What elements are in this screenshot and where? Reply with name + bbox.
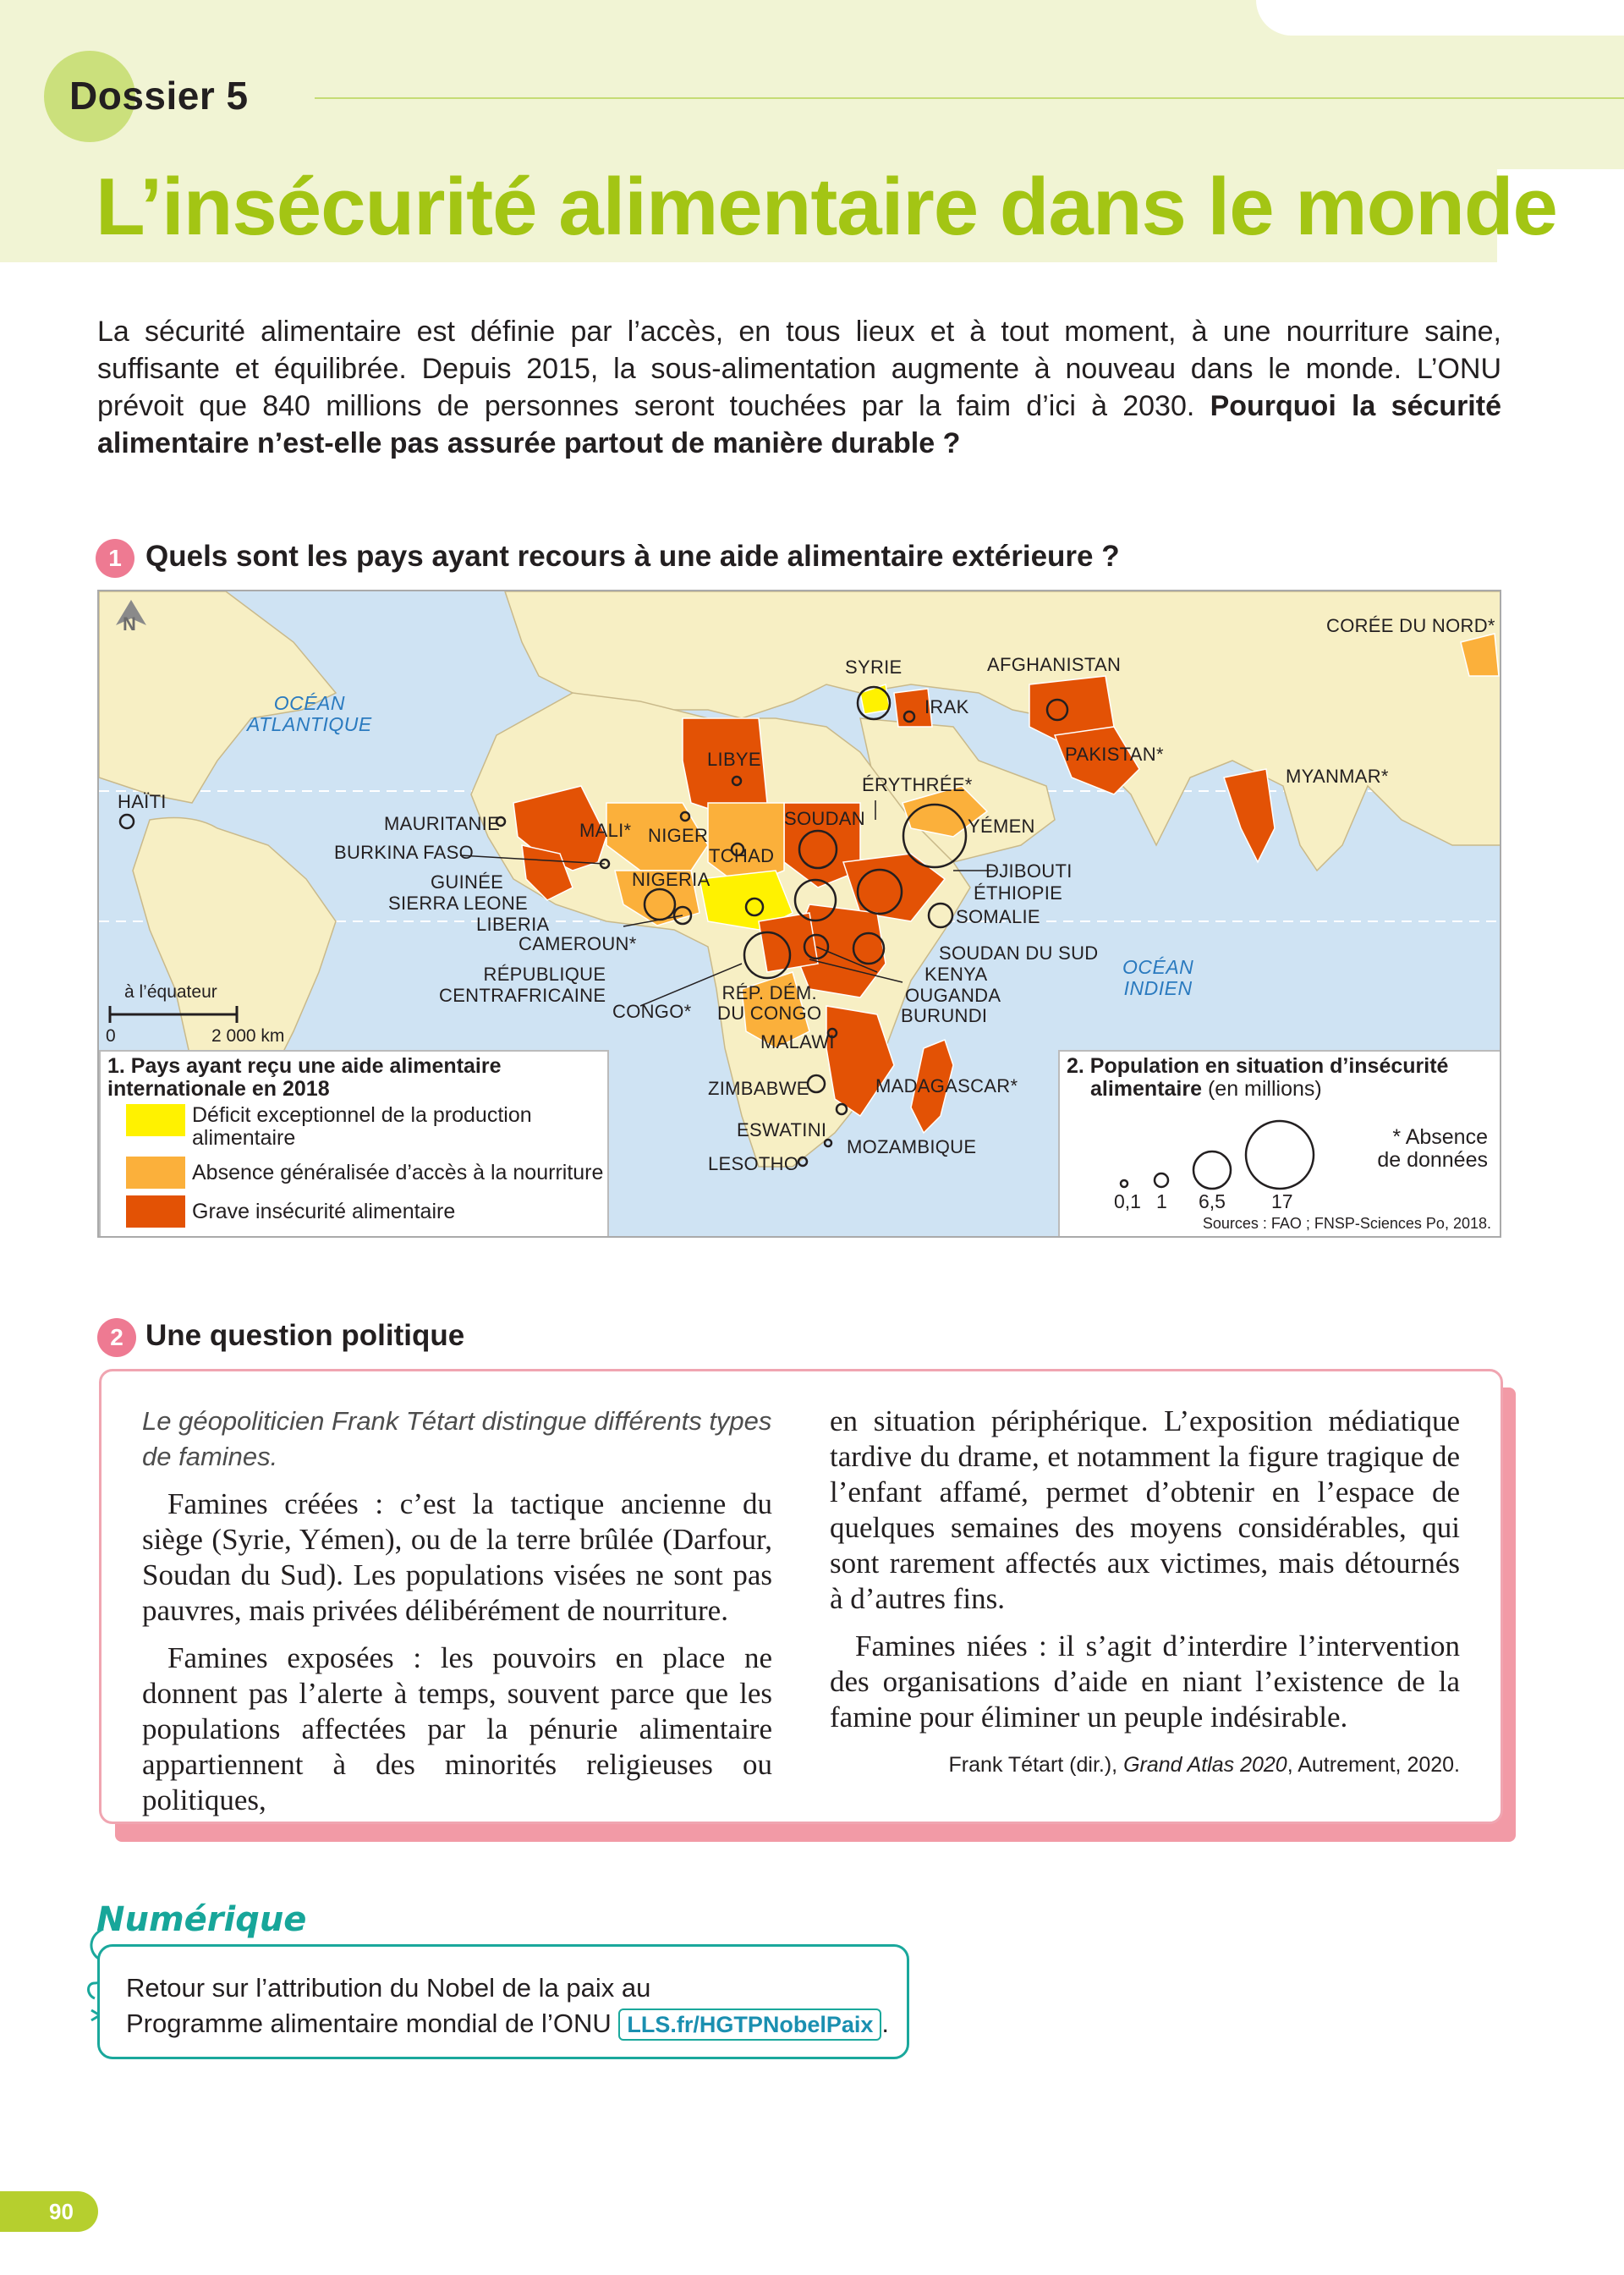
label-yemen: YÉMEN (968, 816, 1035, 837)
legend-circle-01 (1121, 1180, 1127, 1187)
label-zimbabwe: ZIMBABWE (708, 1078, 809, 1099)
legend-label-access: Absence généralisée d’accès à la nourriture (192, 1161, 604, 1184)
ocean-atlantic: OCÉAN ATLANTIQUE (247, 692, 372, 735)
label-tchad: TCHAD (709, 845, 775, 866)
numerique-title: Numérique (96, 1900, 307, 1939)
section-2-title: Une question politique (145, 1319, 465, 1352)
document-paragraph-3: en situation périphérique. L’exposition médiatique tardive du drame, et notamment la figure tragique de l’enfant affamé, permet d’obtenir en l’espace de quelques semaines des moyens considérables, qui sont rarement affectés aux victimes, mais détournés à d’autres fins. (830, 1404, 1460, 1615)
legend-circle-17 (1246, 1121, 1314, 1189)
legend-circle-1 (1155, 1173, 1168, 1187)
map-figure (97, 590, 1501, 1238)
legend-swatch-access (126, 1157, 185, 1189)
label-mauritanie: MAURITANIE (384, 813, 501, 834)
numerique-box (97, 1944, 909, 2059)
label-libye: LIBYE (707, 749, 761, 770)
label-ethiopie: ÉTHIOPIE (974, 882, 1063, 904)
legend-aid-title: 1. Pays ayant reçu une aide alimentaire internationale en 2018 (107, 1054, 502, 1101)
document-2-box (99, 1369, 1503, 1824)
label-malawi: MALAWI (760, 1031, 835, 1052)
label-somalie: SOMALIE (956, 906, 1040, 927)
section-2-number: 2 (97, 1318, 136, 1357)
label-congo: CONGO* (612, 1001, 692, 1022)
legend-label-severe: Grave insécurité alimentaire (192, 1200, 456, 1223)
label-lesotho: LESOTHO (708, 1153, 799, 1174)
label-djibouti: DJIBOUTI (985, 860, 1073, 882)
legend-population-title-main: 2. Population en situation d’insécurité (1067, 1054, 1449, 1078)
legend-circle-65 (1193, 1151, 1231, 1189)
label-eswatini: ESWATINI (737, 1119, 827, 1140)
scale-distance: 2 000 km (211, 1026, 285, 1046)
legend-nodata-note: * Absence de données (1377, 1125, 1488, 1172)
legend-circle-label-17: 17 (1271, 1190, 1293, 1212)
document-column-right (830, 1404, 1460, 1783)
legend-circle-label-65: 6,5 (1199, 1190, 1226, 1212)
intro-text: La sécurité alimentaire est définie par l’accès, en tous lieux et à tout moment, à une nourriture saine, suffisante et équilibrée. Depuis 2015, la sous-alimentation augmente à nouveau dans le monde. L’ONU prévoit que 840 millions de personnes seront touchées par la faim d’ici à 2030. (97, 316, 1501, 422)
scale-equator-note: à l’équateur (124, 982, 217, 1002)
document-paragraph-1: Famines créées : c’est la tactique ancienne du siège (Syrie, Yémen), ou de la terre brûlée (Darfour, Soudan du Sud). Les populations visées ne sont pas pauvres, mais privées délibérément de nourriture. (142, 1487, 772, 1627)
section-1-title: Quels sont les pays ayant recours à une aide alimentaire extérieure ? (145, 540, 1120, 573)
numerique-line-2: Programme alimentaire mondial de l’ONU (126, 2008, 612, 2038)
header-rule (315, 97, 1624, 99)
document-source (830, 1747, 1460, 1783)
legend-label-deficit: Déficit exceptionnel de la production alimentaire (192, 1103, 532, 1150)
label-afghanistan: AFGHANISTAN (987, 654, 1122, 675)
label-niger: NIGER (648, 825, 709, 846)
intro-question: Pourquoi la sécurité alimentaire n’est-elle pas assurée partout de manière durable ? (97, 390, 1501, 459)
label-sierra: SIERRA LEONE (388, 893, 528, 914)
legend-swatch-severe (126, 1195, 185, 1228)
label-cameroun: CAMEROUN* (518, 933, 637, 954)
label-soudan: SOUDAN (784, 808, 865, 829)
label-irak: IRAK (924, 696, 969, 717)
ocean-indian: OCÉAN INDIEN (1122, 956, 1194, 999)
legend-population-title-bold: alimentaire (1090, 1077, 1203, 1101)
population-circle-haiti (120, 815, 134, 828)
intro-paragraph (97, 313, 1501, 462)
numerique-text (126, 1970, 889, 2041)
label-liberia: LIBERIA (476, 914, 550, 935)
page-title: L’insécurité alimentaire dans le monde (96, 162, 1557, 252)
source-author: Frank Tétart (dir.), (948, 1753, 1118, 1777)
label-burkina: BURKINA FASO (334, 842, 474, 863)
label-madagascar: MADAGASCAR* (875, 1075, 1018, 1096)
legend-population (1058, 1050, 1501, 1238)
source-title: Grand Atlas 2020 (1123, 1753, 1287, 1777)
document-intro: Le géopoliticien Frank Tétart distingue différents types de famines. (142, 1406, 772, 1471)
map-sources: Sources : FAO ; FNSP-Sciences Po, 2018. (1202, 1215, 1491, 1232)
label-soudan-sud: SOUDAN DU SUD (939, 942, 1099, 964)
header-notch (1256, 0, 1624, 36)
label-rdc: RÉP. DÉM. DU CONGO (717, 982, 822, 1024)
document-paragraph-2: Famines exposées : les pouvoirs en place ne donnent pas l’alerte à temps, souvent parce que les populations affectées par la pénurie alimentaire appartiennent à des minorités religieuses ou politiques, (142, 1641, 772, 1816)
label-guinee: GUINÉE (431, 871, 504, 893)
label-myanmar: MYANMAR* (1286, 766, 1389, 787)
document-paragraph-4: Famines niées : il s’agit d’interdire l’intervention des organisations d’aide en niant l’existence de la famine pour éliminer un peuple indésirable. (830, 1629, 1460, 1734)
document-column-left (142, 1404, 772, 1830)
label-nigeria: NIGERIA (632, 869, 710, 890)
label-erythree: ÉRYTHRÉE* (862, 774, 973, 795)
north-label: N (123, 613, 137, 635)
label-haiti: HAÏTI (118, 791, 167, 812)
legend-population-unit: (en millions) (1207, 1077, 1322, 1101)
myanmar-shape (1224, 769, 1275, 862)
source-publisher: , Autrement, 2020. (1287, 1753, 1460, 1777)
numerique-line-1: Retour sur l’attribution du Nobel de la paix au (126, 1973, 651, 2003)
label-mali: MALI* (579, 820, 632, 841)
label-coree: CORÉE DU NORD* (1326, 615, 1495, 636)
legend-swatch-deficit (126, 1104, 185, 1136)
label-kenya: KENYA (924, 964, 988, 985)
dossier-label: Dossier 5 (69, 74, 249, 118)
numerique-end: . (881, 2008, 890, 2038)
numerique-link[interactable]: LLS.fr/HGTPNobelPaix (618, 2008, 881, 2041)
legend-circle-label-01: 0,1 (1114, 1190, 1141, 1212)
legend-circle-label-1: 1 (1156, 1190, 1167, 1212)
label-rca: RÉPUBLIQUE CENTRAFRICAINE (439, 964, 606, 1006)
scale-zero: 0 (106, 1026, 116, 1046)
legend-aid-type (99, 1050, 609, 1238)
page-number: 90 (0, 2191, 98, 2232)
label-mozambique: MOZAMBIQUE (847, 1136, 977, 1157)
label-syrie: SYRIE (845, 657, 903, 678)
label-ouganda: OUGANDA (905, 985, 1001, 1006)
label-burundi: BURUNDI (901, 1005, 988, 1026)
label-pakistan: PAKISTAN* (1065, 744, 1164, 765)
legend-population-title (1067, 1055, 1473, 1101)
section-1-number: 1 (96, 539, 134, 578)
